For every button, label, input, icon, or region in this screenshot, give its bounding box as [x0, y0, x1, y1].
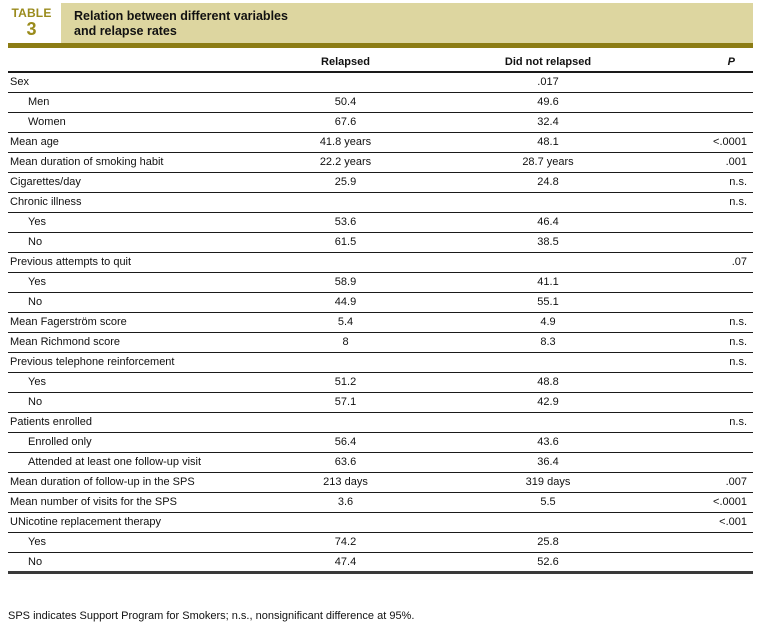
table-row — [8, 332, 753, 352]
row-label-cell: Mean duration of smoking habit — [8, 152, 258, 172]
relapsed-cell: 56.4 — [258, 432, 433, 452]
table-row — [8, 252, 753, 272]
relapsed-cell: 57.1 — [258, 392, 433, 412]
column-header-relapsed: Relapsed — [258, 52, 433, 72]
row-label-cell: Yes — [8, 212, 258, 232]
p-value-cell — [663, 232, 753, 252]
p-value-cell: <.001 — [663, 512, 753, 532]
table-row — [8, 392, 753, 412]
row-label-cell: Yes — [8, 272, 258, 292]
column-header-p: P — [663, 52, 753, 72]
table-footnote: SPS indicates Support Program for Smokers; n.s., nonsignificant difference at 95%. — [8, 610, 415, 622]
row-label-cell: Cigarettes/day — [8, 172, 258, 192]
table-row — [8, 432, 753, 452]
table-badge-number: 3 — [26, 19, 37, 39]
table-row — [8, 72, 753, 92]
did-not-relapsed-cell: 36.4 — [433, 452, 663, 472]
table-row — [8, 172, 753, 192]
p-value-cell — [663, 292, 753, 312]
table-row — [8, 472, 753, 492]
relapsed-cell: 8 — [258, 332, 433, 352]
did-not-relapsed-cell: 8.3 — [433, 332, 663, 352]
table-row — [8, 372, 753, 392]
relapsed-cell — [258, 412, 433, 432]
p-value-cell — [663, 272, 753, 292]
row-label-cell: Enrolled only — [8, 432, 258, 452]
table-row — [8, 312, 753, 332]
table-row — [8, 512, 753, 532]
table-row — [8, 492, 753, 512]
row-label-cell: No — [8, 232, 258, 252]
table-title-line-1: Relation between different variables — [74, 9, 288, 23]
table-badge — [8, 3, 55, 43]
p-value-cell: n.s. — [663, 412, 753, 432]
table-header — [8, 3, 753, 43]
p-value-cell: .07 — [663, 252, 753, 272]
table-head — [8, 52, 753, 72]
did-not-relapsed-cell: 46.4 — [433, 212, 663, 232]
relapsed-cell — [258, 192, 433, 212]
p-value-cell — [663, 72, 753, 92]
did-not-relapsed-cell: 43.6 — [433, 432, 663, 452]
row-label-cell: UNicotine replacement therapy — [8, 512, 258, 532]
did-not-relapsed-cell — [433, 252, 663, 272]
row-label-cell: Women — [8, 112, 258, 132]
did-not-relapsed-cell: 48.1 — [433, 132, 663, 152]
table-row — [8, 192, 753, 212]
table-row — [8, 292, 753, 312]
p-value-cell — [663, 372, 753, 392]
did-not-relapsed-cell: 4.9 — [433, 312, 663, 332]
p-value-cell: n.s. — [663, 332, 753, 352]
relapsed-cell: 213 days — [258, 472, 433, 492]
row-label-cell: No — [8, 552, 258, 572]
row-label-cell: No — [8, 292, 258, 312]
row-label-cell: Sex — [8, 72, 258, 92]
row-label-cell: Mean duration of follow-up in the SPS — [8, 472, 258, 492]
relapsed-cell: 5.4 — [258, 312, 433, 332]
did-not-relapsed-cell: 42.9 — [433, 392, 663, 412]
row-label-cell: Patients enrolled — [8, 412, 258, 432]
did-not-relapsed-cell — [433, 512, 663, 532]
relapsed-cell: 63.6 — [258, 452, 433, 472]
table-row — [8, 232, 753, 252]
relapsed-cell: 41.8 years — [258, 132, 433, 152]
relapsed-cell: 47.4 — [258, 552, 433, 572]
p-value-cell — [663, 432, 753, 452]
table-row — [8, 92, 753, 112]
row-label-cell: Mean number of visits for the SPS — [8, 492, 258, 512]
did-not-relapsed-cell: 52.6 — [433, 552, 663, 572]
p-value-cell: n.s. — [663, 172, 753, 192]
table-title-line-2: and relapse rates — [74, 24, 177, 38]
table-row — [8, 352, 753, 372]
p-value-cell: .007 — [663, 472, 753, 492]
table-row — [8, 212, 753, 232]
did-not-relapsed-cell — [433, 412, 663, 432]
p-value-cell: n.s. — [663, 352, 753, 372]
row-label-cell: Attended at least one follow-up visit — [8, 452, 258, 472]
did-not-relapsed-cell: .017 — [433, 72, 663, 92]
did-not-relapsed-cell: 41.1 — [433, 272, 663, 292]
did-not-relapsed-cell: 5.5 — [433, 492, 663, 512]
did-not-relapsed-cell: 25.8 — [433, 532, 663, 552]
row-label-cell: Mean age — [8, 132, 258, 152]
p-value-cell: <.0001 — [663, 492, 753, 512]
p-value-cell — [663, 392, 753, 412]
relapsed-cell: 25.9 — [258, 172, 433, 192]
did-not-relapsed-cell: 38.5 — [433, 232, 663, 252]
table-badge-word: TABLE — [11, 6, 52, 20]
p-value-cell — [663, 212, 753, 232]
table-row — [8, 452, 753, 472]
relapsed-cell: 61.5 — [258, 232, 433, 252]
relapsed-cell: 53.6 — [258, 212, 433, 232]
did-not-relapsed-cell: 55.1 — [433, 292, 663, 312]
row-label-cell: Yes — [8, 372, 258, 392]
row-label-cell: Mean Fagerström score — [8, 312, 258, 332]
p-value-cell: n.s. — [663, 312, 753, 332]
did-not-relapsed-cell: 24.8 — [433, 172, 663, 192]
p-value-cell — [663, 112, 753, 132]
did-not-relapsed-cell — [433, 192, 663, 212]
table-row — [8, 112, 753, 132]
relapsed-cell: 22.2 years — [258, 152, 433, 172]
column-header-variable — [8, 52, 258, 72]
row-label-cell: Previous telephone reinforcement — [8, 352, 258, 372]
p-value-cell — [663, 452, 753, 472]
p-value-cell — [663, 532, 753, 552]
relapsed-cell: 3.6 — [258, 492, 433, 512]
row-label-cell: No — [8, 392, 258, 412]
p-value-cell — [663, 92, 753, 112]
row-label-cell: Men — [8, 92, 258, 112]
column-header-row — [8, 52, 753, 72]
p-value-cell: .001 — [663, 152, 753, 172]
table-body — [8, 72, 753, 572]
table-title-band — [61, 3, 753, 43]
table-row — [8, 552, 753, 572]
relapsed-cell: 67.6 — [258, 112, 433, 132]
relapsed-cell: 58.9 — [258, 272, 433, 292]
table-row — [8, 132, 753, 152]
relapsed-cell — [258, 512, 433, 532]
did-not-relapsed-cell: 32.4 — [433, 112, 663, 132]
column-header-did-not-relapsed: Did not relapsed — [433, 52, 663, 72]
table-row — [8, 152, 753, 172]
did-not-relapsed-cell: 48.8 — [433, 372, 663, 392]
row-label-cell: Yes — [8, 532, 258, 552]
header-rule — [8, 43, 753, 48]
p-value-cell: n.s. — [663, 192, 753, 212]
relapsed-cell — [258, 72, 433, 92]
row-label-cell: Chronic illness — [8, 192, 258, 212]
row-label-cell: Mean Richmond score — [8, 332, 258, 352]
relapsed-cell — [258, 252, 433, 272]
p-value-cell — [663, 552, 753, 572]
relapsed-cell: 74.2 — [258, 532, 433, 552]
did-not-relapsed-cell: 49.6 — [433, 92, 663, 112]
relapsed-cell: 50.4 — [258, 92, 433, 112]
table-row — [8, 272, 753, 292]
table-row — [8, 412, 753, 432]
relapsed-cell: 51.2 — [258, 372, 433, 392]
relapsed-cell — [258, 352, 433, 372]
did-not-relapsed-cell — [433, 352, 663, 372]
relapsed-cell: 44.9 — [258, 292, 433, 312]
did-not-relapsed-cell: 319 days — [433, 472, 663, 492]
row-label-cell: Previous attempts to quit — [8, 252, 258, 272]
table-row — [8, 532, 753, 552]
did-not-relapsed-cell: 28.7 years — [433, 152, 663, 172]
p-value-cell: <.0001 — [663, 132, 753, 152]
relapse-rates-table — [8, 52, 753, 574]
